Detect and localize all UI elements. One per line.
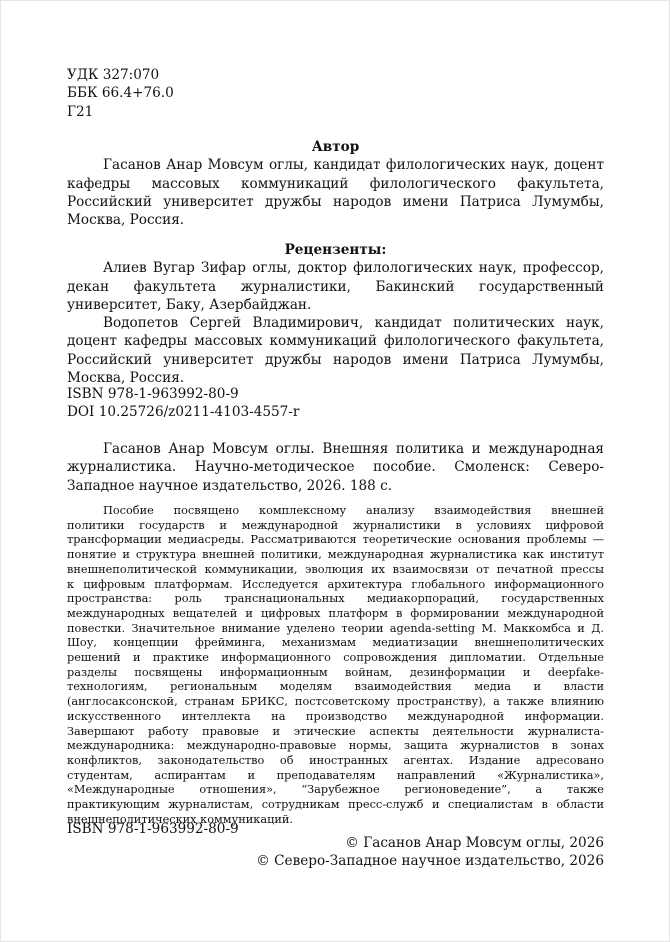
abstract-line: международника: международно-правовые нормы, защита журналистов в зонах [67,739,604,753]
abstract-line: пространства: роль транснациональных медиакорпораций, государственных [67,592,604,606]
abstract-line: технологиям, региональным моделям взаимодействия медиа и власти [67,680,604,694]
author-line: Гасанов Анар Мовсум оглы, кандидат филологических наук, доцент [103,157,604,174]
abstract-line: «Международные отношения», “Зарубежное регионоведение”, а также [67,783,604,797]
citation-line: журналистика. Научно-методическое пособие. Смоленск: Северо- [67,459,604,476]
abstract-line: понятие и структура внешней политики, международная журналистика как институт [67,548,604,562]
copyright-block [67,834,604,871]
abstract-line: студентам, аспирантам и преподавателям направлений «Журналистика», [67,768,604,782]
abstract-line: к цифровым платформам. Исследуется архитектура глобального информационного [67,577,604,591]
abstract-line: повестки. Значительное внимание уделено теории agenda-setting М. Маккомбса и Д. [67,621,604,635]
author-mark: Г21 [67,103,94,120]
identifiers-block [67,385,604,422]
abstract-line: международных вещателей и цифровых платформ в формировании международной [67,606,604,620]
copyright-author: © Гасанов Анар Мовсум оглы, 2026 [345,835,604,851]
abstract-line: Завершают работу правовые и этические аспекты деятельности журналиста- [67,724,604,738]
citation-line: Гасанов Анар Мовсум оглы. Внешняя политика и международная [103,441,604,457]
reviewer-line: университет, Баку, Азербайджан. [67,296,312,313]
citation-block [67,440,604,495]
copyright-publisher: © Северо-Западное научное издательство, 2026 [256,853,604,870]
abstract-line: искусственного интеллекта на производство международной информации. [67,709,604,723]
abstract-line: трансформации медиасреды. Рассматриваются теоретические основания проблемы — [67,533,604,547]
author-line: кафедры массовых коммуникаций филологического факультета, [67,175,604,192]
reviewer-line: Алиев Вугар Зифар оглы, доктор филологических наук, профессор, [103,260,604,277]
abstract-line: внешнеполитической коммуникации, эволюция их взаимосвязи от печатной прессы [67,562,604,576]
doi-number: DOI 10.25726/z0211-4103-4557-r [67,404,300,421]
footer-isbn-number: ISBN 978-1-963992-80-9 [67,821,239,837]
reviewer-line: декан факультета журналистики, Бакинский государственный [67,278,604,295]
bbk-code: ББК 66.4+76.0 [67,85,174,102]
reviewers-heading: Рецензенты: [284,242,387,258]
reviewers-section [67,241,604,387]
abstract-line: разделы посвящены информационным войнам, дезинформации и deepfake- [67,665,604,679]
abstract-line: решений и практике информационного сопровождения дипломатии. Отдельные [67,651,604,665]
author-heading: Автор [311,139,360,155]
abstract-line: конфликтов, законодательство об иностранных агентах. Издание адресовано [67,753,604,767]
reviewer-line: Водопетов Сергей Владимирович, кандидат политических наук, [103,315,604,332]
citation-line: Западное научное издательство, 2026. 188 с. [67,477,393,494]
author-line: Российский университет дружбы народов имени Патриса Лумумбы, [67,193,604,210]
reviewer-line: доцент кафедры массовых коммуникаций филологического факультета, [67,333,604,350]
abstract-line: Шоу, концепции фрейминга, механизмам медиатизации внешнеполитических [67,636,604,650]
abstract-block [67,504,604,827]
abstract-line: политики государств и международной журналистики в условиях цифровой [67,518,604,532]
udk-code: УДК 327:070 [67,67,160,83]
abstract-line: внешнеполитических коммуникаций. [67,812,293,826]
author-line: Москва, Россия. [67,212,185,229]
abstract-line: практикующим журналистам, сотрудникам пресс-служб и специалистам в области [67,798,604,812]
abstract-line: (англосаксонской, странам БРИКС, постсоветскому пространству), а также влиянию [67,695,604,709]
isbn-number: ISBN 978-1-963992-80-9 [67,386,239,402]
author-section [67,138,604,229]
reviewer-line: Москва, Россия. [67,370,185,387]
classification-block [67,66,604,121]
reviewer-line: Российский университет дружбы народов имени Патриса Лумумбы, [67,351,604,368]
abstract-line: Пособие посвящено комплексному анализу взаимодействия внешней [103,504,604,517]
